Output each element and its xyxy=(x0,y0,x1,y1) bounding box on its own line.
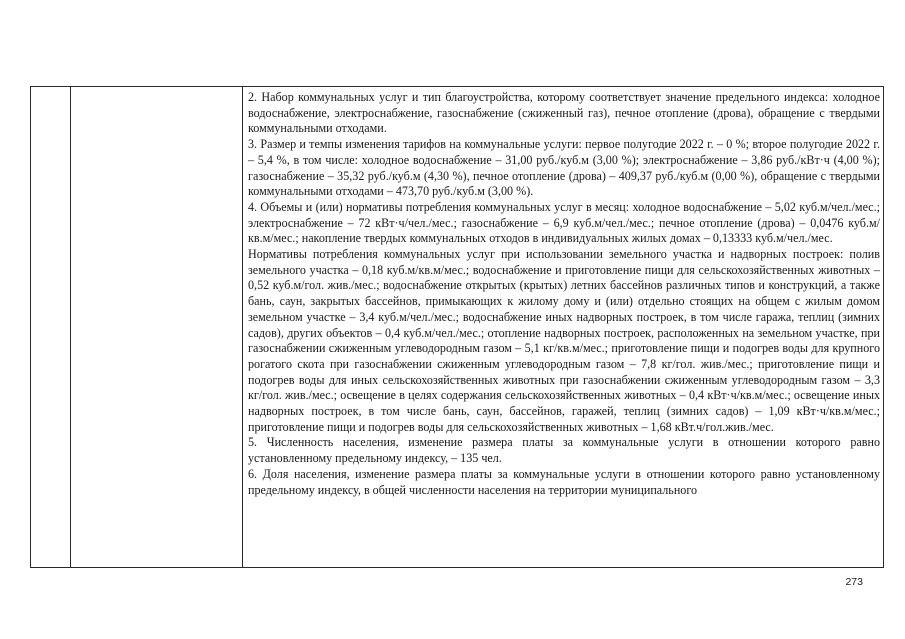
paragraph-2: 2. Набор коммунальных услуг и тип благоустройства, которому соответствует значение предельного индекса: холодное водоснабжение, электроснабжение, газоснабжение (сжиженный газ), печное отопление (дрова), обращение с твердыми коммунальными отходами. xyxy=(248,90,880,136)
paragraph-5: 5. Численность населения, изменение размера платы за коммунальные услуги в отношении которого равно установленному предельному индексу, – 135 чел. xyxy=(248,435,880,466)
column-divider-2 xyxy=(242,87,243,567)
document-table xyxy=(30,86,884,568)
table-text-cell xyxy=(248,90,880,498)
paragraph-6: 6. Доля населения, изменение размера платы за коммунальные услуги в отношении которого равно установленному предельному индексу, в общей численности населения на территории муниципального xyxy=(248,466,880,497)
paragraph-norms: Нормативы потребления коммунальных услуг при использовании земельного участка и надворных построек: полив земельного участка – 0,18 куб.м/кв.м/мес.; водоснабжение и приготовление пищи для сельскохозяйственных животных – 0,52 куб.м/гол. жив./мес.; водоснабжение открытых (крытых) летних бассейнов различных типов и конструкций, а также бань, саун, закрытых бассейнов, примыкающих к жилому дому и (или) отдельно стоящих на общем с жилым домом земельном участке – 3,4 куб.м/чел./мес.; водоснабжение иных надворных построек, в том числе гаража, теплиц (зимних садов), других объектов – 0,4 куб.м/чел./мес.; отопление надворных построек, расположенных на земельном участке, при газоснабжении сжиженным углеводородным газом – 5,1 кг/кв.м/мес.; приготовление пищи и подогрев воды для крупного рогатого скота при газоснабжении сжиженным углеводородным газом – 7,8 кг/гол. жив./мес.; приготовление пищи и подогрев воды для иных сельскохозяйственных животных при газоснабжении сжиженным углеводородным газом – 3,3 кг/гол. жив./мес.; освещение в целях содержания сельскохозяйственных животных – 0,4 кВт·ч/кв.м/мес.; освещение иных надворных построек, в том числе бань, саун, бассейнов, гаражей, теплиц (зимних садов) – 1,09 кВт·ч/кв.м/мес.; приготовление пищи и подогрев воды для сельскохозяйственных животных – 1,68 кВт.ч/гол.жив./мес. xyxy=(248,247,880,434)
column-divider-1 xyxy=(70,87,71,567)
paragraph-4: 4. Объемы и (или) нормативы потребления коммунальных услуг в месяц: холодное водоснабжение – 5,02 куб.м/чел./мес.; электроснабжение – 72 кВт·ч/чел./мес.; газоснабжение – 6,9 куб.м/чел./мес.; печное отопление (дрова) – 0,0476 куб.м/кв.м/мес.; накопление твердых коммунальных отходов в индивидуальных жилых домах – 0,13333 куб.м/чел./мес. xyxy=(248,199,880,246)
page-number: 273 xyxy=(845,576,863,588)
paragraph-3: 3. Размер и темпы изменения тарифов на коммунальные услуги: первое полугодие 2022 г. – 0 %; второе полугодие 2022 г. – 5,4 %, в том числе: холодное водоснабжение – 31,00 руб./куб.м (3,00 %); электроснабжение – 3,86 руб./кВт·ч (4,00 %); газоснабжение – 35,32 руб./куб.м (4,30 %), печное отопление (дрова) – 409,37 руб./куб.м (0,00 %), обращение с твердыми коммунальными отходами – 473,70 руб./куб.м (3,00 %). xyxy=(248,137,880,199)
